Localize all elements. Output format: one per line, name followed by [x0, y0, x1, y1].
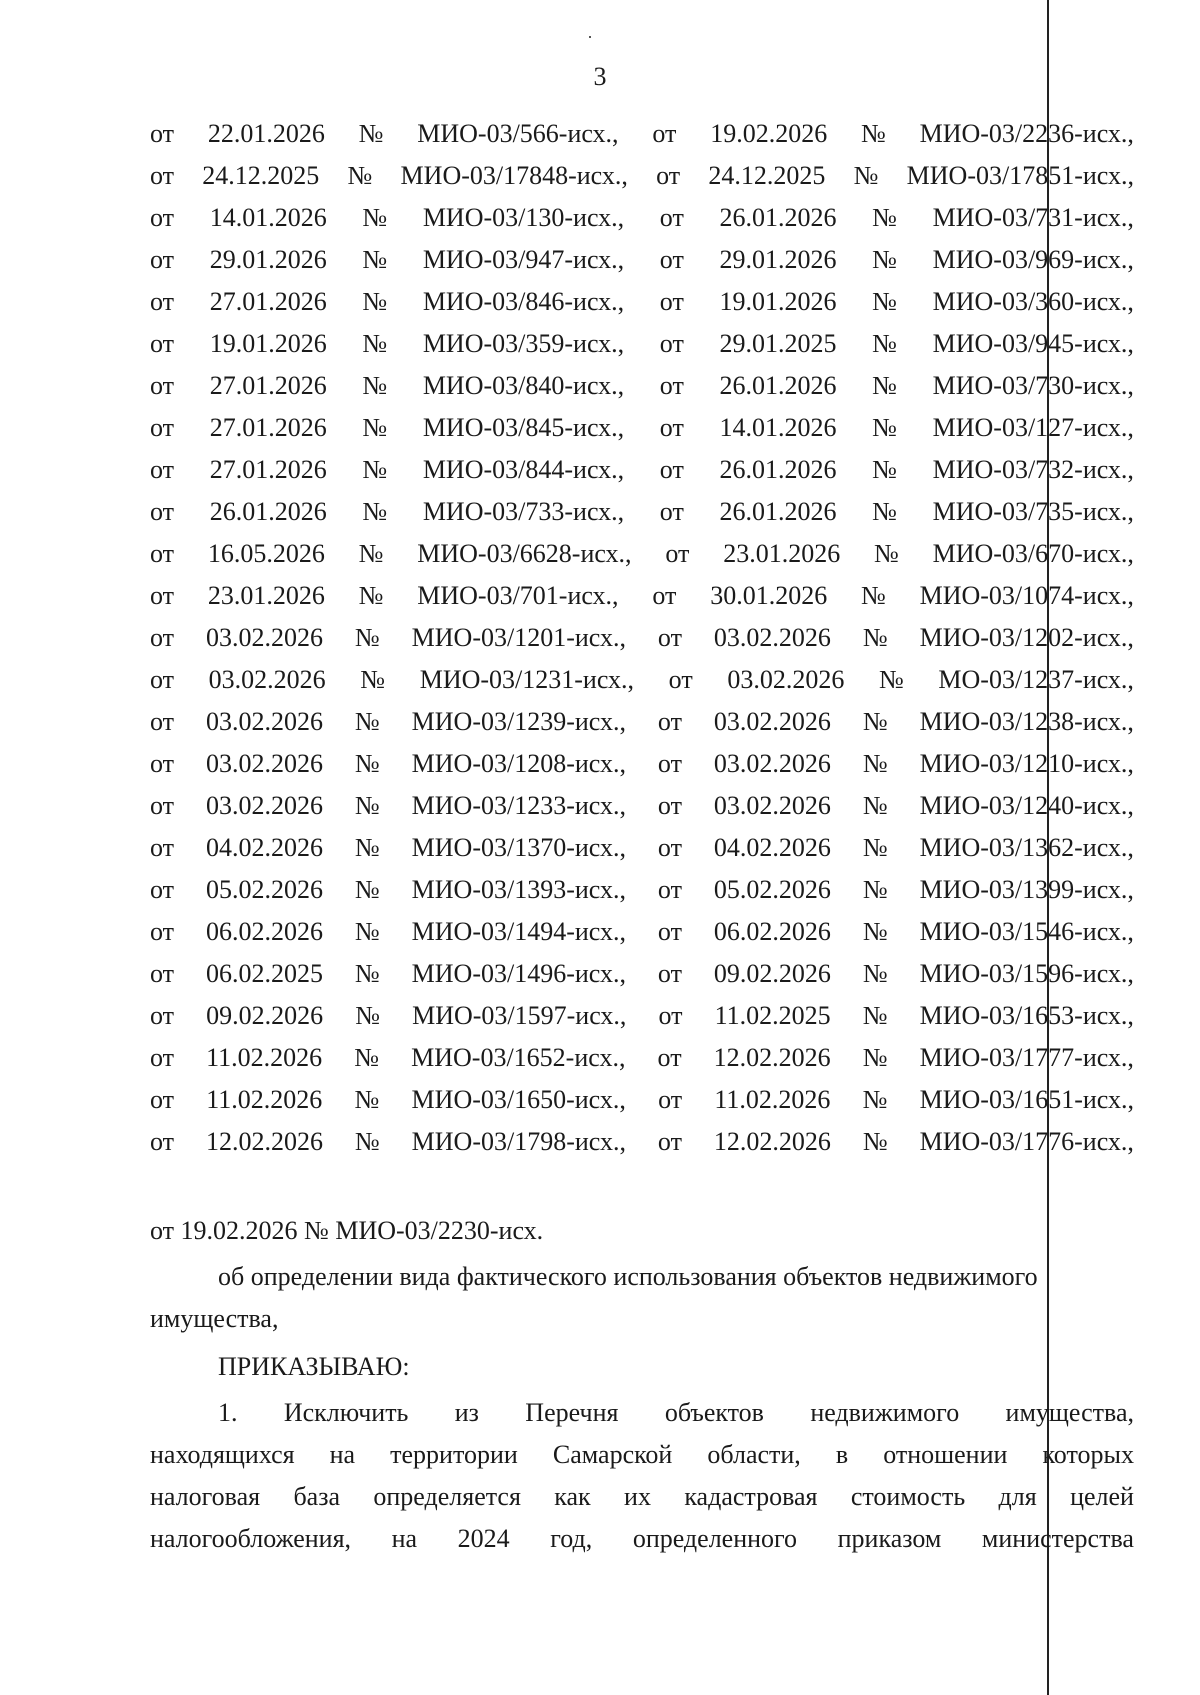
- reference-row: [150, 322, 1134, 366]
- reference-token: от: [657, 707, 682, 736]
- reference-token: №: [862, 1085, 888, 1114]
- word: находящихся: [150, 1440, 295, 1469]
- word: как: [554, 1482, 591, 1511]
- reference-token: от: [150, 287, 175, 316]
- reference-token: 03.02.2026: [713, 707, 831, 736]
- reference-token: от: [150, 665, 175, 694]
- page-number: 3: [593, 62, 607, 91]
- reference-token: МИО-03/17848-исх.,: [400, 161, 628, 190]
- reference-token: МИО-03/1776-исх.,: [919, 1127, 1134, 1156]
- reference-token: МИО-03/845-исх.,: [422, 413, 625, 442]
- reference-token: от: [659, 497, 684, 526]
- word: база: [293, 1482, 341, 1511]
- reference-token: 22.01.2026: [207, 119, 325, 148]
- reference-row: [150, 784, 1134, 828]
- reference-token: №: [862, 875, 888, 904]
- reference-token: №: [362, 287, 388, 316]
- word: Исключить: [283, 1398, 409, 1427]
- reference-token: МО-03/1237-исх.,: [938, 665, 1134, 694]
- reference-token: МИО-03/732-исх.,: [932, 455, 1134, 484]
- word: недвижимого: [810, 1398, 960, 1427]
- reference-token: 09.02.2026: [206, 1001, 324, 1030]
- reference-token: 26.01.2026: [719, 455, 837, 484]
- reference-token: 03.02.2026: [205, 623, 323, 652]
- reference-token: 11.02.2026: [206, 1085, 323, 1114]
- reference-token: от: [150, 539, 175, 568]
- reference-token: 26.01.2026: [719, 371, 837, 400]
- reference-token: 29.01.2026: [209, 245, 327, 274]
- reference-row: [150, 1120, 1134, 1164]
- reference-token: №: [872, 413, 897, 442]
- reference-token: МИО-03/1231-исх.,: [419, 665, 635, 694]
- reference-token: МИО-03/670-исх.,: [932, 539, 1134, 568]
- reference-token: 03.02.2026: [713, 749, 831, 778]
- reference-token: №: [358, 119, 384, 148]
- word: территории: [390, 1440, 518, 1469]
- word: из: [454, 1398, 479, 1427]
- reference-token: 03.02.2026: [713, 791, 831, 820]
- word: целей: [1070, 1482, 1134, 1511]
- reference-token: №: [355, 1001, 380, 1030]
- reference-token: МИО-03/1650-исх.,: [411, 1085, 626, 1114]
- reference-row: [150, 994, 1134, 1038]
- reference-token: МИО-03/701-исх.,: [417, 581, 619, 610]
- reference-token: 11.02.2025: [714, 1001, 831, 1030]
- item-1-line-2: [150, 1440, 1134, 1470]
- reference-token: от: [659, 203, 684, 232]
- word: для: [998, 1482, 1037, 1511]
- reference-token: 03.02.2026: [713, 623, 831, 652]
- reference-token: 03.02.2026: [205, 707, 323, 736]
- reference-token: №: [347, 161, 373, 190]
- reference-token: от: [657, 917, 682, 946]
- reference-token: №: [354, 1043, 380, 1072]
- reference-token: МИО-03/2236-исх.,: [919, 119, 1134, 148]
- reference-token: №: [872, 329, 897, 358]
- reference-row: [150, 658, 1134, 702]
- reference-token: №: [862, 1127, 888, 1156]
- reference-token: от: [657, 749, 682, 778]
- reference-token: от: [150, 875, 175, 904]
- word: объектов: [664, 1398, 764, 1427]
- reference-token: от: [652, 581, 677, 610]
- reference-row: [150, 280, 1134, 324]
- reference-token: МИО-03/735-исх.,: [932, 497, 1134, 526]
- purpose-line-2: имущества,: [150, 1304, 279, 1333]
- reference-token: №: [362, 455, 388, 484]
- reference-token: 12.02.2026: [713, 1043, 831, 1072]
- reference-row: [150, 448, 1134, 492]
- reference-row: [150, 406, 1134, 450]
- reference-token: 19.01.2026: [209, 329, 327, 358]
- reference-token: №: [354, 707, 380, 736]
- reference-token: №: [862, 917, 888, 946]
- word: определенного: [632, 1524, 798, 1553]
- reference-token: №: [853, 161, 879, 190]
- reference-token: от: [150, 413, 175, 442]
- reference-token: №: [862, 833, 888, 862]
- reference-token: 03.02.2026: [205, 791, 323, 820]
- item-1-line-4: [150, 1524, 1134, 1554]
- reference-row: [150, 532, 1134, 576]
- reference-token: от: [150, 161, 175, 190]
- reference-token: №: [354, 749, 380, 778]
- reference-token: №: [862, 959, 888, 988]
- reference-token: от: [150, 371, 175, 400]
- reference-token: МИО-03/1393-исх.,: [411, 875, 626, 904]
- word: министерства: [981, 1524, 1134, 1553]
- reference-token: МИО-03/1777-исх.,: [919, 1043, 1134, 1072]
- word: области,: [707, 1440, 801, 1469]
- reference-row: [150, 112, 1134, 156]
- reference-token: от: [665, 539, 690, 568]
- reference-token: №: [872, 497, 897, 526]
- reference-token: 12.02.2026: [205, 1127, 323, 1156]
- reference-token: от: [150, 581, 175, 610]
- reference-token: от: [150, 245, 175, 274]
- reference-token: МИО-03/1596-исх.,: [919, 959, 1134, 988]
- order-heading: ПРИКАЗЫВАЮ:: [218, 1352, 410, 1381]
- item-1-line-1: [218, 1398, 1134, 1428]
- reference-token: от: [659, 413, 684, 442]
- reference-token: от: [150, 119, 175, 148]
- reference-token: 14.01.2026: [719, 413, 837, 442]
- reference-token: 11.02.2026: [206, 1043, 323, 1072]
- reference-token: 19.01.2026: [719, 287, 837, 316]
- reference-token: от: [150, 203, 175, 232]
- word: в: [835, 1440, 849, 1469]
- reference-token: МИО-03/733-исх.,: [422, 497, 625, 526]
- reference-token: МИО-03/1201-исх.,: [411, 623, 626, 652]
- reference-token: МИО-03/359-исх.,: [422, 329, 625, 358]
- reference-token: 03.02.2026: [205, 749, 323, 778]
- word: которых: [1042, 1440, 1134, 1469]
- reference-token: МИО-03/731-исх.,: [932, 203, 1134, 232]
- reference-token: от: [150, 623, 175, 652]
- reference-token: 30.01.2026: [710, 581, 828, 610]
- reference-token: 06.02.2026: [205, 917, 323, 946]
- word: их: [624, 1482, 651, 1511]
- reference-token: от: [659, 245, 684, 274]
- reference-token: от: [150, 1001, 175, 1030]
- word: определяется: [373, 1482, 521, 1511]
- reference-token: МИО-03/1652-исх.,: [411, 1043, 626, 1072]
- reference-token: МИО-03/1240-исх.,: [919, 791, 1134, 820]
- reference-token: МИО-03/846-исх.,: [422, 287, 625, 316]
- reference-token: от: [150, 749, 175, 778]
- reference-token: 27.01.2026: [209, 455, 327, 484]
- word: Самарской: [552, 1440, 673, 1469]
- reference-token: МИО-03/1238-исх.,: [919, 707, 1134, 736]
- reference-token: 23.01.2026: [723, 539, 841, 568]
- reference-token: МИО-03/360-исх.,: [932, 287, 1134, 316]
- reference-token: №: [358, 581, 384, 610]
- reference-token: 29.01.2026: [719, 245, 837, 274]
- reference-token: 06.02.2025: [205, 959, 323, 988]
- word: год,: [550, 1524, 593, 1553]
- reference-token: МИО-03/1208-исх.,: [411, 749, 626, 778]
- reference-token: от: [150, 917, 175, 946]
- item-1-line-3: [150, 1482, 1134, 1512]
- reference-token: 24.12.2025: [708, 161, 826, 190]
- word: кадастровая: [684, 1482, 818, 1511]
- reference-token: от: [657, 791, 682, 820]
- reference-token: МИО-03/6628-исх.,: [417, 539, 632, 568]
- reference-token: МИО-03/945-исх.,: [932, 329, 1134, 358]
- purpose-line-1: об определении вида фактического использования объектов недвижимого: [218, 1262, 1038, 1291]
- reference-token: №: [362, 203, 388, 232]
- word: налоговая: [150, 1482, 261, 1511]
- scan-speck: [589, 36, 591, 38]
- reference-token: 26.01.2026: [719, 497, 837, 526]
- reference-row: [150, 868, 1134, 912]
- reference-token: №: [354, 917, 380, 946]
- reference-token: от: [150, 497, 175, 526]
- reference-token: МИО-03/730-исх.,: [932, 371, 1134, 400]
- reference-token: МИО-03/969-исх.,: [932, 245, 1134, 274]
- reference-token: №: [354, 959, 380, 988]
- reference-token: МИО-03/1653-исх.,: [919, 1001, 1134, 1030]
- reference-token: от: [659, 455, 684, 484]
- reference-token: №: [354, 1085, 380, 1114]
- word: 2024: [457, 1524, 510, 1553]
- reference-token: 19.02.2026: [710, 119, 828, 148]
- reference-token: МИО-03/947-исх.,: [422, 245, 625, 274]
- reference-token: 14.01.2026: [209, 203, 327, 232]
- reference-token: МИО-03/1362-исх.,: [919, 833, 1134, 862]
- reference-token: 03.02.2026: [727, 665, 845, 694]
- reference-row: [150, 826, 1134, 870]
- reference-token: №: [860, 119, 886, 148]
- reference-row: [150, 910, 1134, 954]
- reference-token: 05.02.2026: [205, 875, 323, 904]
- reference-row: [150, 196, 1134, 240]
- reference-token: МИО-03/1399-исх.,: [919, 875, 1134, 904]
- reference-token: МИО-03/1496-исх.,: [411, 959, 626, 988]
- reference-token: №: [872, 371, 897, 400]
- reference-token: от: [659, 371, 684, 400]
- reference-token: №: [354, 875, 380, 904]
- reference-row: [150, 238, 1134, 282]
- reference-token: №: [872, 455, 897, 484]
- reference-token: №: [354, 623, 380, 652]
- reference-token: 29.01.2025: [719, 329, 837, 358]
- reference-token: от: [150, 455, 175, 484]
- reference-token: от: [657, 623, 682, 652]
- reference-token: от: [668, 665, 693, 694]
- word: Перечня: [525, 1398, 619, 1427]
- reference-token: 26.01.2026: [719, 203, 837, 232]
- reference-token: №: [878, 665, 904, 694]
- reference-token: от: [657, 875, 682, 904]
- reference-token: от: [657, 1127, 682, 1156]
- reference-token: МИО-03/1798-исх.,: [411, 1127, 626, 1156]
- reference-token: №: [862, 1001, 888, 1030]
- reference-token: от: [657, 833, 682, 862]
- reference-token: №: [862, 1043, 888, 1072]
- reference-token: от: [657, 1043, 682, 1072]
- reference-last-line: от 19.02.2026 № МИО-03/2230-исх.: [150, 1216, 544, 1245]
- reference-token: от: [652, 119, 677, 148]
- reference-token: №: [872, 245, 897, 274]
- reference-token: МИО-03/1233-исх.,: [411, 791, 626, 820]
- reference-token: №: [872, 287, 897, 316]
- reference-token: МИО-03/1597-исх.,: [412, 1001, 627, 1030]
- reference-row: [150, 616, 1134, 660]
- reference-token: №: [354, 1127, 380, 1156]
- reference-row: [150, 1036, 1134, 1080]
- word: приказом: [837, 1524, 942, 1553]
- reference-token: №: [860, 581, 886, 610]
- reference-token: от: [658, 1085, 683, 1114]
- reference-token: от: [150, 791, 175, 820]
- reference-token: 16.05.2026: [207, 539, 325, 568]
- reference-token: от: [150, 1085, 175, 1114]
- reference-token: от: [656, 161, 681, 190]
- word: имущества,: [1005, 1398, 1134, 1427]
- reference-token: МИО-03/1494-исх.,: [411, 917, 626, 946]
- reference-row: [150, 952, 1134, 996]
- reference-token: №: [358, 539, 384, 568]
- reference-token: 06.02.2026: [713, 917, 831, 946]
- reference-token: от: [150, 707, 175, 736]
- word: на: [391, 1524, 418, 1553]
- reference-row: [150, 574, 1134, 618]
- reference-token: №: [354, 791, 380, 820]
- reference-token: от: [150, 329, 175, 358]
- reference-token: №: [362, 329, 388, 358]
- word: налогообложения,: [150, 1524, 352, 1553]
- reference-token: 27.01.2026: [209, 287, 327, 316]
- reference-token: МИО-03/1546-исх.,: [919, 917, 1134, 946]
- reference-token: от: [150, 1043, 175, 1072]
- reference-token: №: [362, 371, 388, 400]
- reference-token: №: [360, 665, 386, 694]
- reference-token: №: [862, 791, 888, 820]
- reference-row: [150, 700, 1134, 744]
- reference-token: от: [150, 833, 175, 862]
- reference-token: от: [657, 959, 682, 988]
- reference-token: №: [872, 203, 897, 232]
- reference-token: МИО-03/840-исх.,: [422, 371, 625, 400]
- reference-token: 03.02.2026: [208, 665, 326, 694]
- word: 1.: [218, 1398, 238, 1427]
- reference-token: 05.02.2026: [713, 875, 831, 904]
- reference-token: МИО-03/1202-исх.,: [919, 623, 1134, 652]
- reference-token: 04.02.2026: [205, 833, 323, 862]
- reference-token: №: [862, 623, 888, 652]
- reference-token: МИО-03/844-исх.,: [422, 455, 625, 484]
- word: отношении: [883, 1440, 1008, 1469]
- reference-token: МИО-03/1239-исх.,: [411, 707, 626, 736]
- reference-token: МИО-03/566-исх.,: [417, 119, 619, 148]
- reference-token: МИО-03/17851-исх.,: [906, 161, 1134, 190]
- reference-row: [150, 742, 1134, 786]
- reference-token: №: [354, 833, 380, 862]
- reference-token: №: [362, 497, 388, 526]
- reference-token: 26.01.2026: [209, 497, 327, 526]
- reference-token: от: [150, 1127, 175, 1156]
- reference-token: №: [862, 707, 888, 736]
- reference-token: 11.02.2026: [714, 1085, 831, 1114]
- reference-token: МИО-03/1210-исх.,: [919, 749, 1134, 778]
- reference-token: №: [873, 539, 899, 568]
- reference-token: 12.02.2026: [713, 1127, 831, 1156]
- reference-token: МИО-03/1651-исх.,: [919, 1085, 1134, 1114]
- word: стоимость: [850, 1482, 966, 1511]
- reference-token: МИО-03/127-исх.,: [932, 413, 1134, 442]
- reference-token: 23.01.2026: [207, 581, 325, 610]
- reference-token: 24.12.2025: [202, 161, 320, 190]
- reference-row: [150, 490, 1134, 534]
- reference-token: от: [150, 959, 175, 988]
- reference-token: 27.01.2026: [209, 413, 327, 442]
- reference-token: 27.01.2026: [209, 371, 327, 400]
- reference-token: МИО-03/1074-исх.,: [919, 581, 1134, 610]
- reference-token: МИО-03/1370-исх.,: [411, 833, 626, 862]
- reference-row: [150, 364, 1134, 408]
- word: на: [329, 1440, 356, 1469]
- reference-token: МИО-03/130-исх.,: [422, 203, 625, 232]
- reference-token: от: [658, 1001, 683, 1030]
- reference-token: №: [362, 245, 388, 274]
- reference-token: 09.02.2026: [713, 959, 831, 988]
- reference-token: №: [362, 413, 388, 442]
- reference-token: от: [659, 329, 684, 358]
- reference-row: [150, 1078, 1134, 1122]
- reference-row: [150, 154, 1134, 198]
- reference-token: от: [659, 287, 684, 316]
- reference-token: №: [862, 749, 888, 778]
- reference-token: 04.02.2026: [713, 833, 831, 862]
